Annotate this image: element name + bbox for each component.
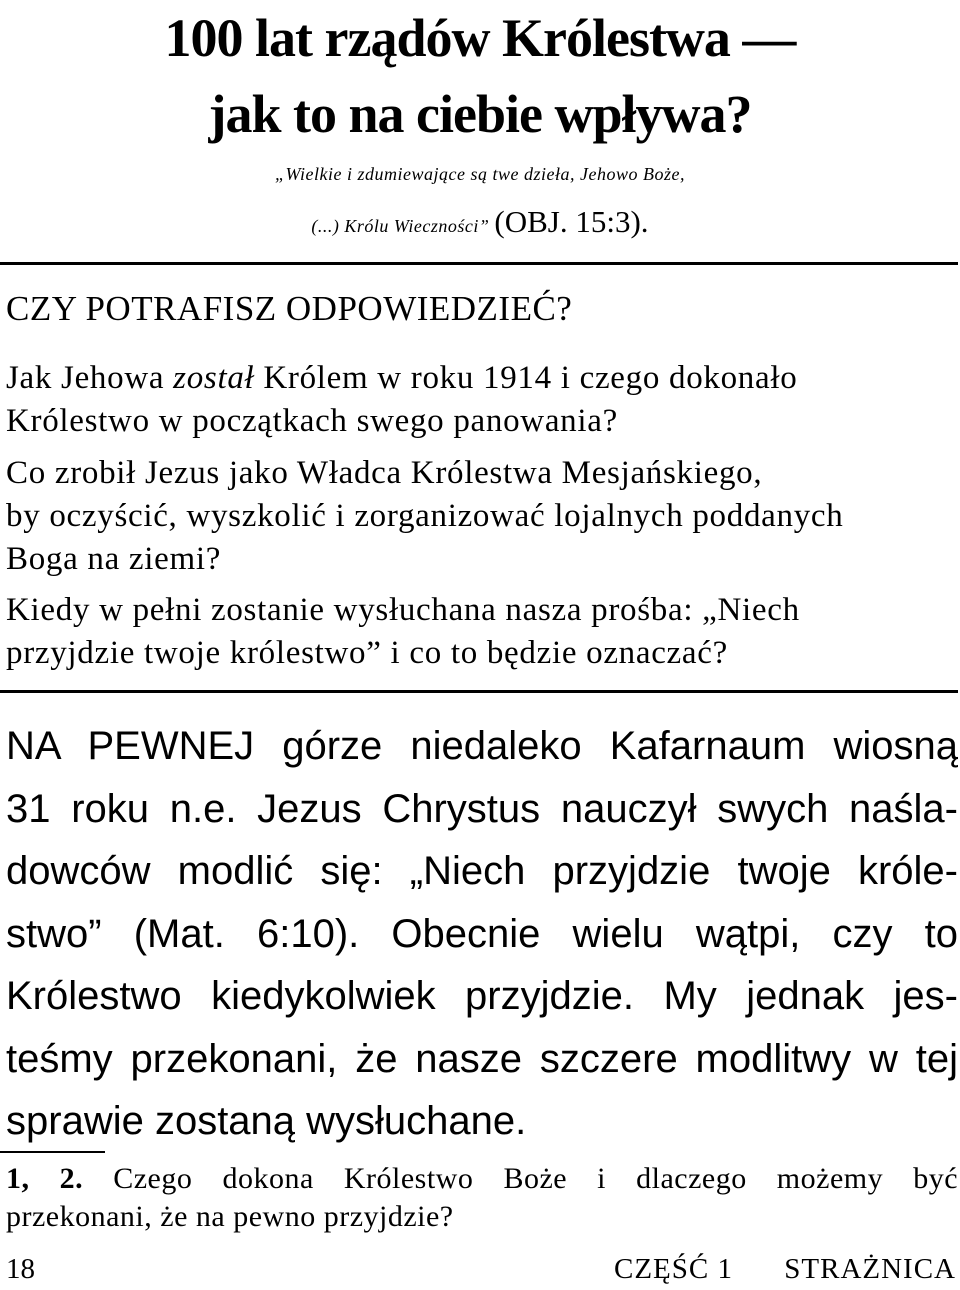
review-question-1-line-1 [6,357,958,400]
page-number: 18 [6,1253,35,1285]
body-line-7: sprawie zostaną wysłuchane. [6,1099,527,1143]
theme-scripture-reference: (OBJ. 15:3). [494,204,649,239]
page-footer [6,1250,956,1290]
review-question-2-line-3: Boga na ziemi? [6,541,222,577]
paragraph-question-number: 1, 2. [6,1162,84,1195]
theme-scripture-line-1: „Wielkie i zdumiewające są twe dzieła, Jehowo Boże, [275,164,685,184]
review-question-3-line-1: Kiedy w pełni zostanie wysłuchana nasza prośba: „Niech [6,592,800,628]
paragraph-question-line-1 [6,1160,958,1198]
footer-part: CZĘŚĆ 1 [614,1253,733,1285]
review-question-3-line-2: przyjdzie twoje królestwo” i co to będzie oznaczać? [6,635,728,671]
paragraph-question [6,1160,958,1236]
theme-scripture-text: (...) Królu Wieczności” [311,216,490,236]
review-question-3 [6,589,958,675]
footer-publication: STRAŻNICA [784,1253,956,1285]
body-paragraph [6,715,958,1153]
theme-scripture-line-2 [0,198,960,250]
body-line-5: Królestwo kiedykolwiek przyjdzie. My jednak jes- [6,974,958,1018]
paragraph-question-text-1: Czego dokona Królestwo Boże i dlaczego możemy być [113,1162,959,1195]
article-title [0,0,960,152]
review-question-2-line-2: by oczyścić, wyszkolić i zorganizować lojalnych poddanych [6,498,844,534]
article-title-line-1: 100 lat rządów Królestwa — [164,8,796,68]
review-question-1-line-2: Królestwo w początkach swego panowania? [6,403,618,439]
body-line-1: NA PEWNEJ górze niedaleko Kafarnaum wiosną [6,724,958,768]
review-box-heading: CZY POTRAFISZ ODPOWIEDZIEĆ? [6,289,573,328]
body-line-6: teśmy przekonani, że nasze szczere modlitwy w tej [6,1036,958,1081]
review-question-1-text-a: Jak Jehowa [6,360,174,396]
review-question-1-text-b: Królem w roku 1914 i czego dokonało [254,360,798,396]
review-question-2-line-1: Co zrobił Jezus jako Władca Królestwa Mesjańskiego, [6,455,763,491]
divider-bottom [0,690,958,693]
footnote-divider [0,1151,105,1153]
review-question-1-emphasis: został [173,360,255,396]
body-line-2: 31 roku n.e. Jezus Chrystus nauczył swych naśla- [6,786,958,831]
body-line-3: dowców modlić się: „Niech przyjdzie twoje króle- [6,849,958,893]
article-title-line-2: jak to na ciebie wpływa? [208,84,752,144]
theme-scripture [0,150,960,250]
body-line-4: stwo” (Mat. 6:10). Obecnie wielu wątpi, czy to [6,911,958,956]
divider-top [0,262,958,265]
review-question-2 [6,452,958,581]
paragraph-question-line-2: przekonani, że na pewno przyjdzie? [6,1200,454,1233]
review-question-1 [6,357,958,443]
